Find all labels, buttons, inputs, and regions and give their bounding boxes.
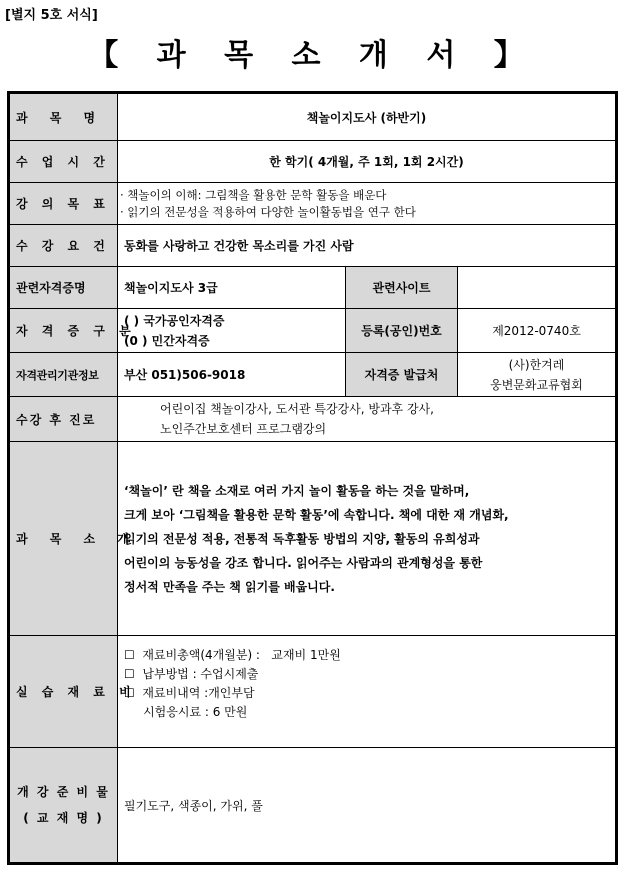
course-form (7, 91, 618, 865)
requirements-label: 수 강 요 건 (10, 225, 118, 267)
material-cost-line: ☐ 재료비총액(4개월분) : 교재비 1만원 (124, 648, 341, 662)
lecture-goal-item: · 책놀이의 이해: 그림책을 활용한 문학 활동을 배운다 (120, 187, 387, 202)
related-site-value (458, 267, 616, 309)
material-cost-label: 실 습 재 료 비 (10, 636, 118, 748)
registration-number-label: 등록(공인)번호 (346, 309, 458, 353)
certificate-value: 책놀이지도사 3급 (118, 267, 346, 309)
lecture-goal-label: 강 의 목 표 (10, 183, 118, 225)
cert-type-option-private: (0 ) 민간자격증 (124, 333, 210, 348)
cert-type-option-national: ( ) 국가공인자격증 (124, 313, 225, 328)
row-intro (10, 442, 616, 636)
class-time-value: 한 학기( 4개월, 주 1회, 1회 2시간) (118, 141, 616, 183)
registration-number-value: 제2012-0740호 (458, 309, 616, 353)
certificate-label: 관련자격증명 (10, 267, 118, 309)
requirements-value: 동화를 사랑하고 건강한 목소리를 가진 사람 (118, 225, 616, 267)
lecture-goal-value (118, 183, 616, 225)
course-name-label: 과 목 명 (10, 94, 118, 141)
cert-type-options (118, 309, 346, 353)
row-prep (10, 748, 616, 863)
course-name-value: 책놀이지도사 (하반기) (118, 94, 616, 141)
row-requirements (10, 225, 616, 267)
prep-label (10, 748, 118, 863)
career-value (118, 397, 616, 442)
career-line: 노인주간보호센터 프로그램강의 (160, 422, 327, 436)
related-site-label: 관련사이트 (346, 267, 458, 309)
intro-label: 과 목 소 개 (10, 442, 118, 636)
row-class-time (10, 141, 616, 183)
cert-type-label: 자 격 증 구 분 (10, 309, 118, 353)
row-lecture-goal (10, 183, 616, 225)
prep-label-line: 개 강 준 비 물 (17, 785, 110, 799)
row-course-name (10, 94, 616, 141)
intro-line: 읽기의 전문성 적용, 전통적 독후활동 방법의 지양, 활동의 유희성과 (124, 531, 480, 546)
intro-value (118, 442, 616, 636)
intro-line: 크게 보아 ‘그림책을 활용한 문학 활동’에 속합니다. 책에 대한 재 개념화, (124, 507, 509, 522)
row-cert-org (10, 353, 616, 397)
material-cost-line: ☐ 납부방법 : 수업시제출 (124, 667, 259, 681)
intro-line: ‘책놀이’ 란 책을 소재로 여러 가지 놀이 활동을 하는 것을 말하며, (124, 483, 470, 498)
prep-label-line: ( 교 재 명 ) (23, 811, 104, 825)
material-cost-value (118, 636, 616, 748)
intro-line: 어린이의 능동성을 강조 합니다. 읽어주는 사람과의 관계형성을 통한 (124, 555, 483, 570)
cert-org-value: 부산 051)506-9018 (118, 353, 346, 397)
material-cost-line: 시험응시료 : 6 만원 (124, 705, 248, 719)
form-number: [별지 5호 서식] (5, 8, 98, 23)
course-form-table (9, 93, 616, 863)
document-title: 【 과 목 소 개 서 】 (88, 38, 538, 73)
issuer-value (458, 353, 616, 397)
class-time-label: 수 업 시 간 (10, 141, 118, 183)
cert-org-label: 자격관리기관정보 (10, 353, 118, 397)
lecture-goal-item: · 읽기의 전문성을 적용하여 다양한 놀이활동법을 연구 한다 (120, 204, 416, 219)
career-label: 수강 후 진로 (10, 397, 118, 442)
material-cost-line: ☐ 재료비내역 :개인부담 (124, 686, 255, 700)
issuer-line: (사)한겨레 (508, 357, 565, 372)
row-cert-type (10, 309, 616, 353)
issuer-line: 웅변문화교류협회 (490, 377, 583, 392)
row-career (10, 397, 616, 442)
issuer-label: 자격증 발급처 (346, 353, 458, 397)
row-certificate (10, 267, 616, 309)
career-line: 어린이집 책놀이강사, 도서관 특강강사, 방과후 강사, (160, 402, 434, 416)
intro-line: 정서적 만족을 주는 책 읽기를 배웁니다. (124, 579, 335, 594)
prep-value: 필기도구, 색종이, 가위, 풀 (118, 748, 616, 863)
row-material-cost (10, 636, 616, 748)
